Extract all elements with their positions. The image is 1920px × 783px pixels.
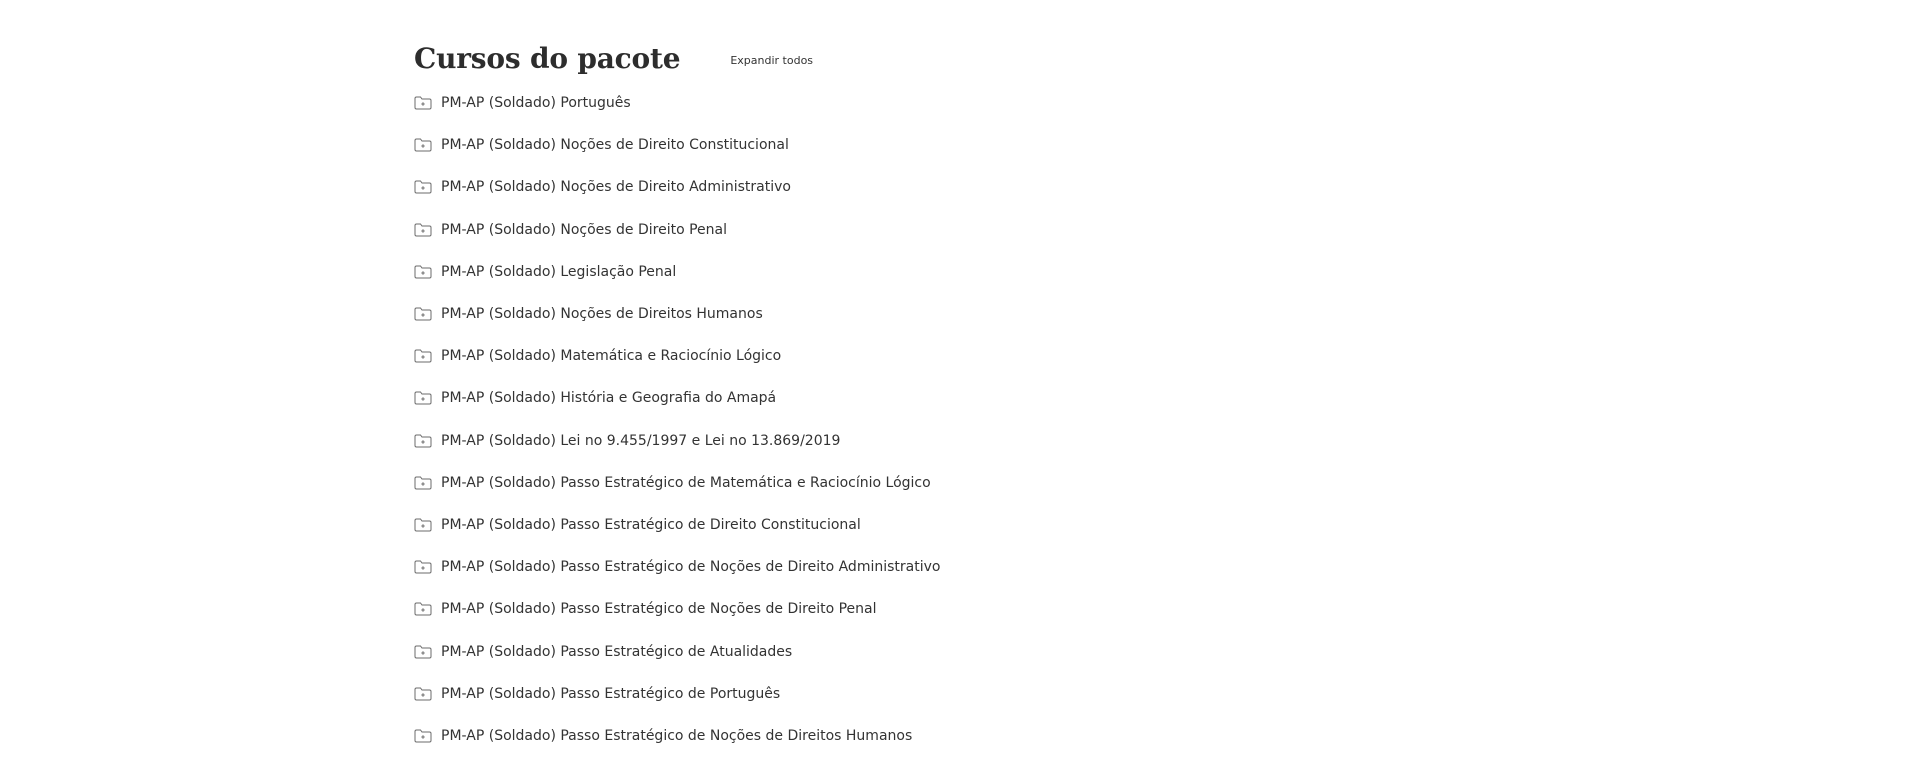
course-item[interactable] bbox=[414, 82, 1214, 124]
folder-plus-icon bbox=[414, 180, 432, 194]
course-item[interactable] bbox=[414, 462, 1214, 504]
course-item-label: PM-AP (Soldado) Noções de Direitos Humanos bbox=[441, 306, 763, 323]
course-item-label: PM-AP (Soldado) Noções de Direito Administrativo bbox=[441, 179, 791, 196]
folder-plus-icon bbox=[414, 96, 432, 110]
folder-plus-icon bbox=[414, 602, 432, 616]
course-item[interactable] bbox=[414, 251, 1214, 293]
course-item-label: PM-AP (Soldado) Passo Estratégico de Noções de Direitos Humanos bbox=[441, 727, 913, 744]
folder-plus-icon bbox=[414, 729, 432, 743]
course-item-label: PM-AP (Soldado) Lei no 9.455/1997 e Lei no 13.869/2019 bbox=[441, 432, 841, 449]
course-list bbox=[414, 82, 1214, 757]
folder-plus-icon bbox=[414, 138, 432, 152]
page-title: Cursos do pacote bbox=[414, 42, 681, 75]
course-item-label: PM-AP (Soldado) Passo Estratégico de Português bbox=[441, 685, 781, 702]
course-item[interactable] bbox=[414, 124, 1214, 166]
course-item-label: PM-AP (Soldado) Noções de Direito Penal bbox=[441, 221, 728, 238]
course-item[interactable] bbox=[414, 420, 1214, 462]
course-item-label: PM-AP (Soldado) Português bbox=[441, 95, 631, 112]
folder-plus-icon bbox=[414, 223, 432, 237]
course-item[interactable] bbox=[414, 546, 1214, 588]
course-item[interactable] bbox=[414, 377, 1214, 419]
folder-plus-icon bbox=[414, 265, 432, 279]
course-item-label: PM-AP (Soldado) Matemática e Raciocínio Lógico bbox=[441, 348, 782, 365]
folder-plus-icon bbox=[414, 645, 432, 659]
course-item-label: PM-AP (Soldado) Passo Estratégico de Direito Constitucional bbox=[441, 516, 861, 533]
course-item-label: PM-AP (Soldado) Passo Estratégico de Noções de Direito Administrativo bbox=[441, 559, 941, 576]
course-item-label: PM-AP (Soldado) Noções de Direito Constitucional bbox=[441, 137, 789, 154]
course-item-label: PM-AP (Soldado) História e Geografia do Amapá bbox=[441, 390, 777, 407]
course-package-panel bbox=[414, 40, 1214, 757]
folder-plus-icon bbox=[414, 518, 432, 532]
course-item[interactable] bbox=[414, 166, 1214, 208]
course-item[interactable] bbox=[414, 715, 1214, 757]
course-item-label: PM-AP (Soldado) Passo Estratégico de Noções de Direito Penal bbox=[441, 601, 877, 618]
panel-header bbox=[414, 40, 1214, 78]
folder-plus-icon bbox=[414, 307, 432, 321]
folder-plus-icon bbox=[414, 476, 432, 490]
course-item[interactable] bbox=[414, 293, 1214, 335]
course-item-label: PM-AP (Soldado) Legislação Penal bbox=[441, 263, 677, 280]
folder-plus-icon bbox=[414, 687, 432, 701]
course-item[interactable] bbox=[414, 504, 1214, 546]
folder-plus-icon bbox=[414, 560, 432, 574]
course-item[interactable] bbox=[414, 209, 1214, 251]
course-item-label: PM-AP (Soldado) Passo Estratégico de Atualidades bbox=[441, 643, 793, 660]
folder-plus-icon bbox=[414, 391, 432, 405]
folder-plus-icon bbox=[414, 349, 432, 363]
course-item-label: PM-AP (Soldado) Passo Estratégico de Matemática e Raciocínio Lógico bbox=[441, 474, 931, 491]
course-item[interactable] bbox=[414, 335, 1214, 377]
course-item[interactable] bbox=[414, 630, 1214, 672]
course-item[interactable] bbox=[414, 588, 1214, 630]
course-item[interactable] bbox=[414, 673, 1214, 715]
folder-plus-icon bbox=[414, 434, 432, 448]
expand-all-button[interactable]: Expandir todos bbox=[730, 53, 814, 67]
